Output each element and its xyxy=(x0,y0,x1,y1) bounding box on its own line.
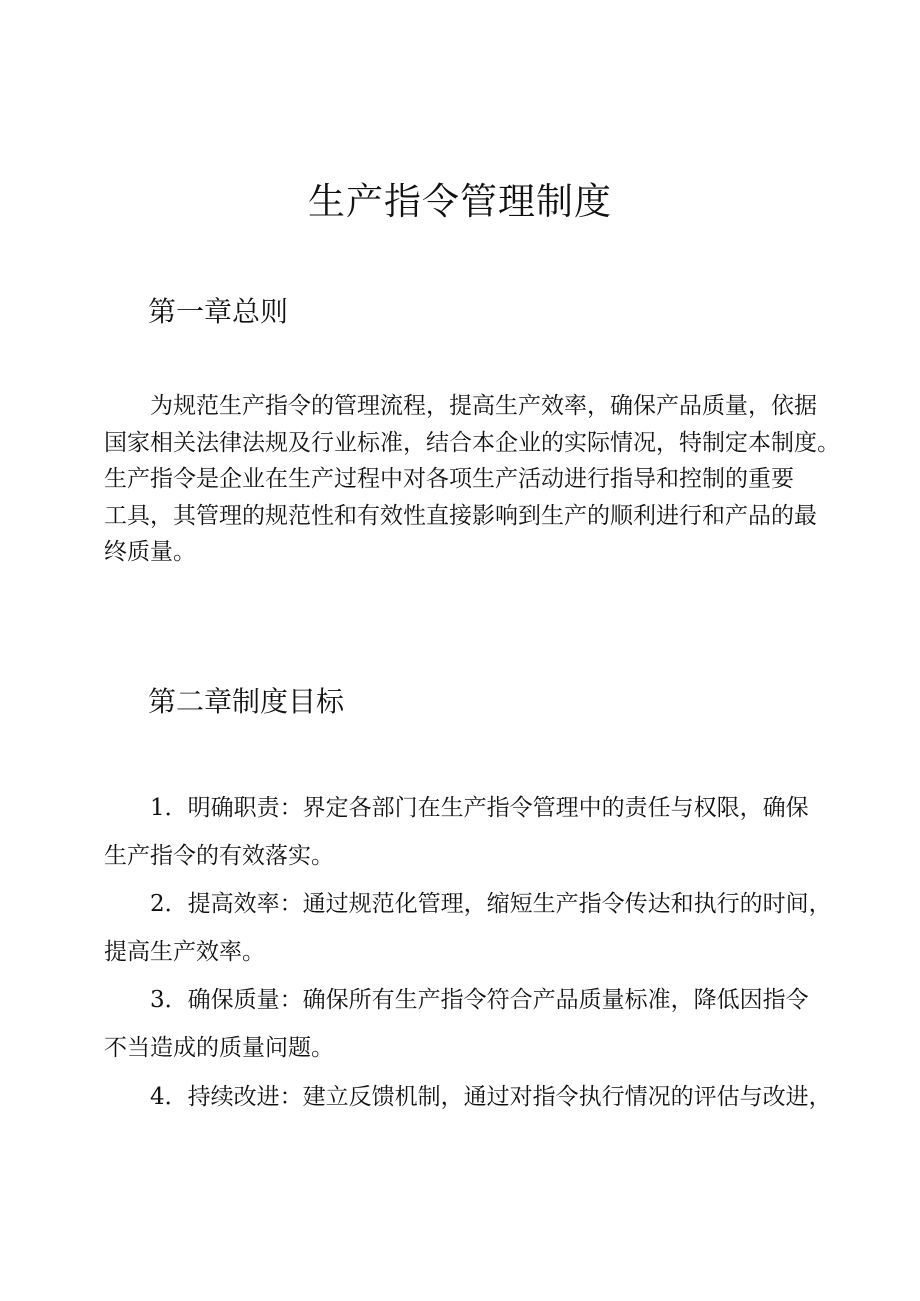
list-item-line: 2．提高效率：通过规范化管理，缩短生产指令传达和执行的时间， xyxy=(150,891,832,917)
list-item xyxy=(104,1073,832,1121)
chapter-1-paragraph xyxy=(104,388,840,571)
list-item-line: 提高生产效率。 xyxy=(104,939,265,965)
paragraph-line: 为规范生产指令的管理流程，提高生产效率，确保产品质量，依据 xyxy=(150,393,817,419)
list-item-line: 生产指令的有效落实。 xyxy=(104,843,334,869)
list-item xyxy=(104,976,824,1072)
list-item xyxy=(104,880,832,976)
list-item-line: 4．持续改进：建立反馈机制，通过对指令执行情况的评估与改进， xyxy=(150,1084,832,1110)
list-item xyxy=(104,784,824,880)
paragraph-line: 生产指令是企业在生产过程中对各项生产活动进行指导和控制的重要 xyxy=(104,466,794,492)
paragraph-line: 工具，其管理的规范性和有效性直接影响到生产的顺利进行和产品的最 xyxy=(104,502,817,529)
list-item-line: 不当造成的质量问题。 xyxy=(104,1035,334,1061)
paragraph-line: 国家相关法律法规及行业标准，结合本企业的实际情况，特制定本制度。 xyxy=(104,429,840,456)
document-title: 生产指令管理制度 xyxy=(308,180,612,223)
chapter-2-heading: 第二章制度目标 xyxy=(148,685,345,718)
list-item-line: 1．明确职责：界定各部门在生产指令管理中的责任与权限，确保 xyxy=(150,795,809,821)
list-item-line: 3．确保质量：确保所有生产指令符合产品质量标准，降低因指令 xyxy=(150,987,809,1013)
paragraph-line: 终质量。 xyxy=(104,539,196,565)
chapter-1-heading: 第一章总则 xyxy=(148,295,289,328)
